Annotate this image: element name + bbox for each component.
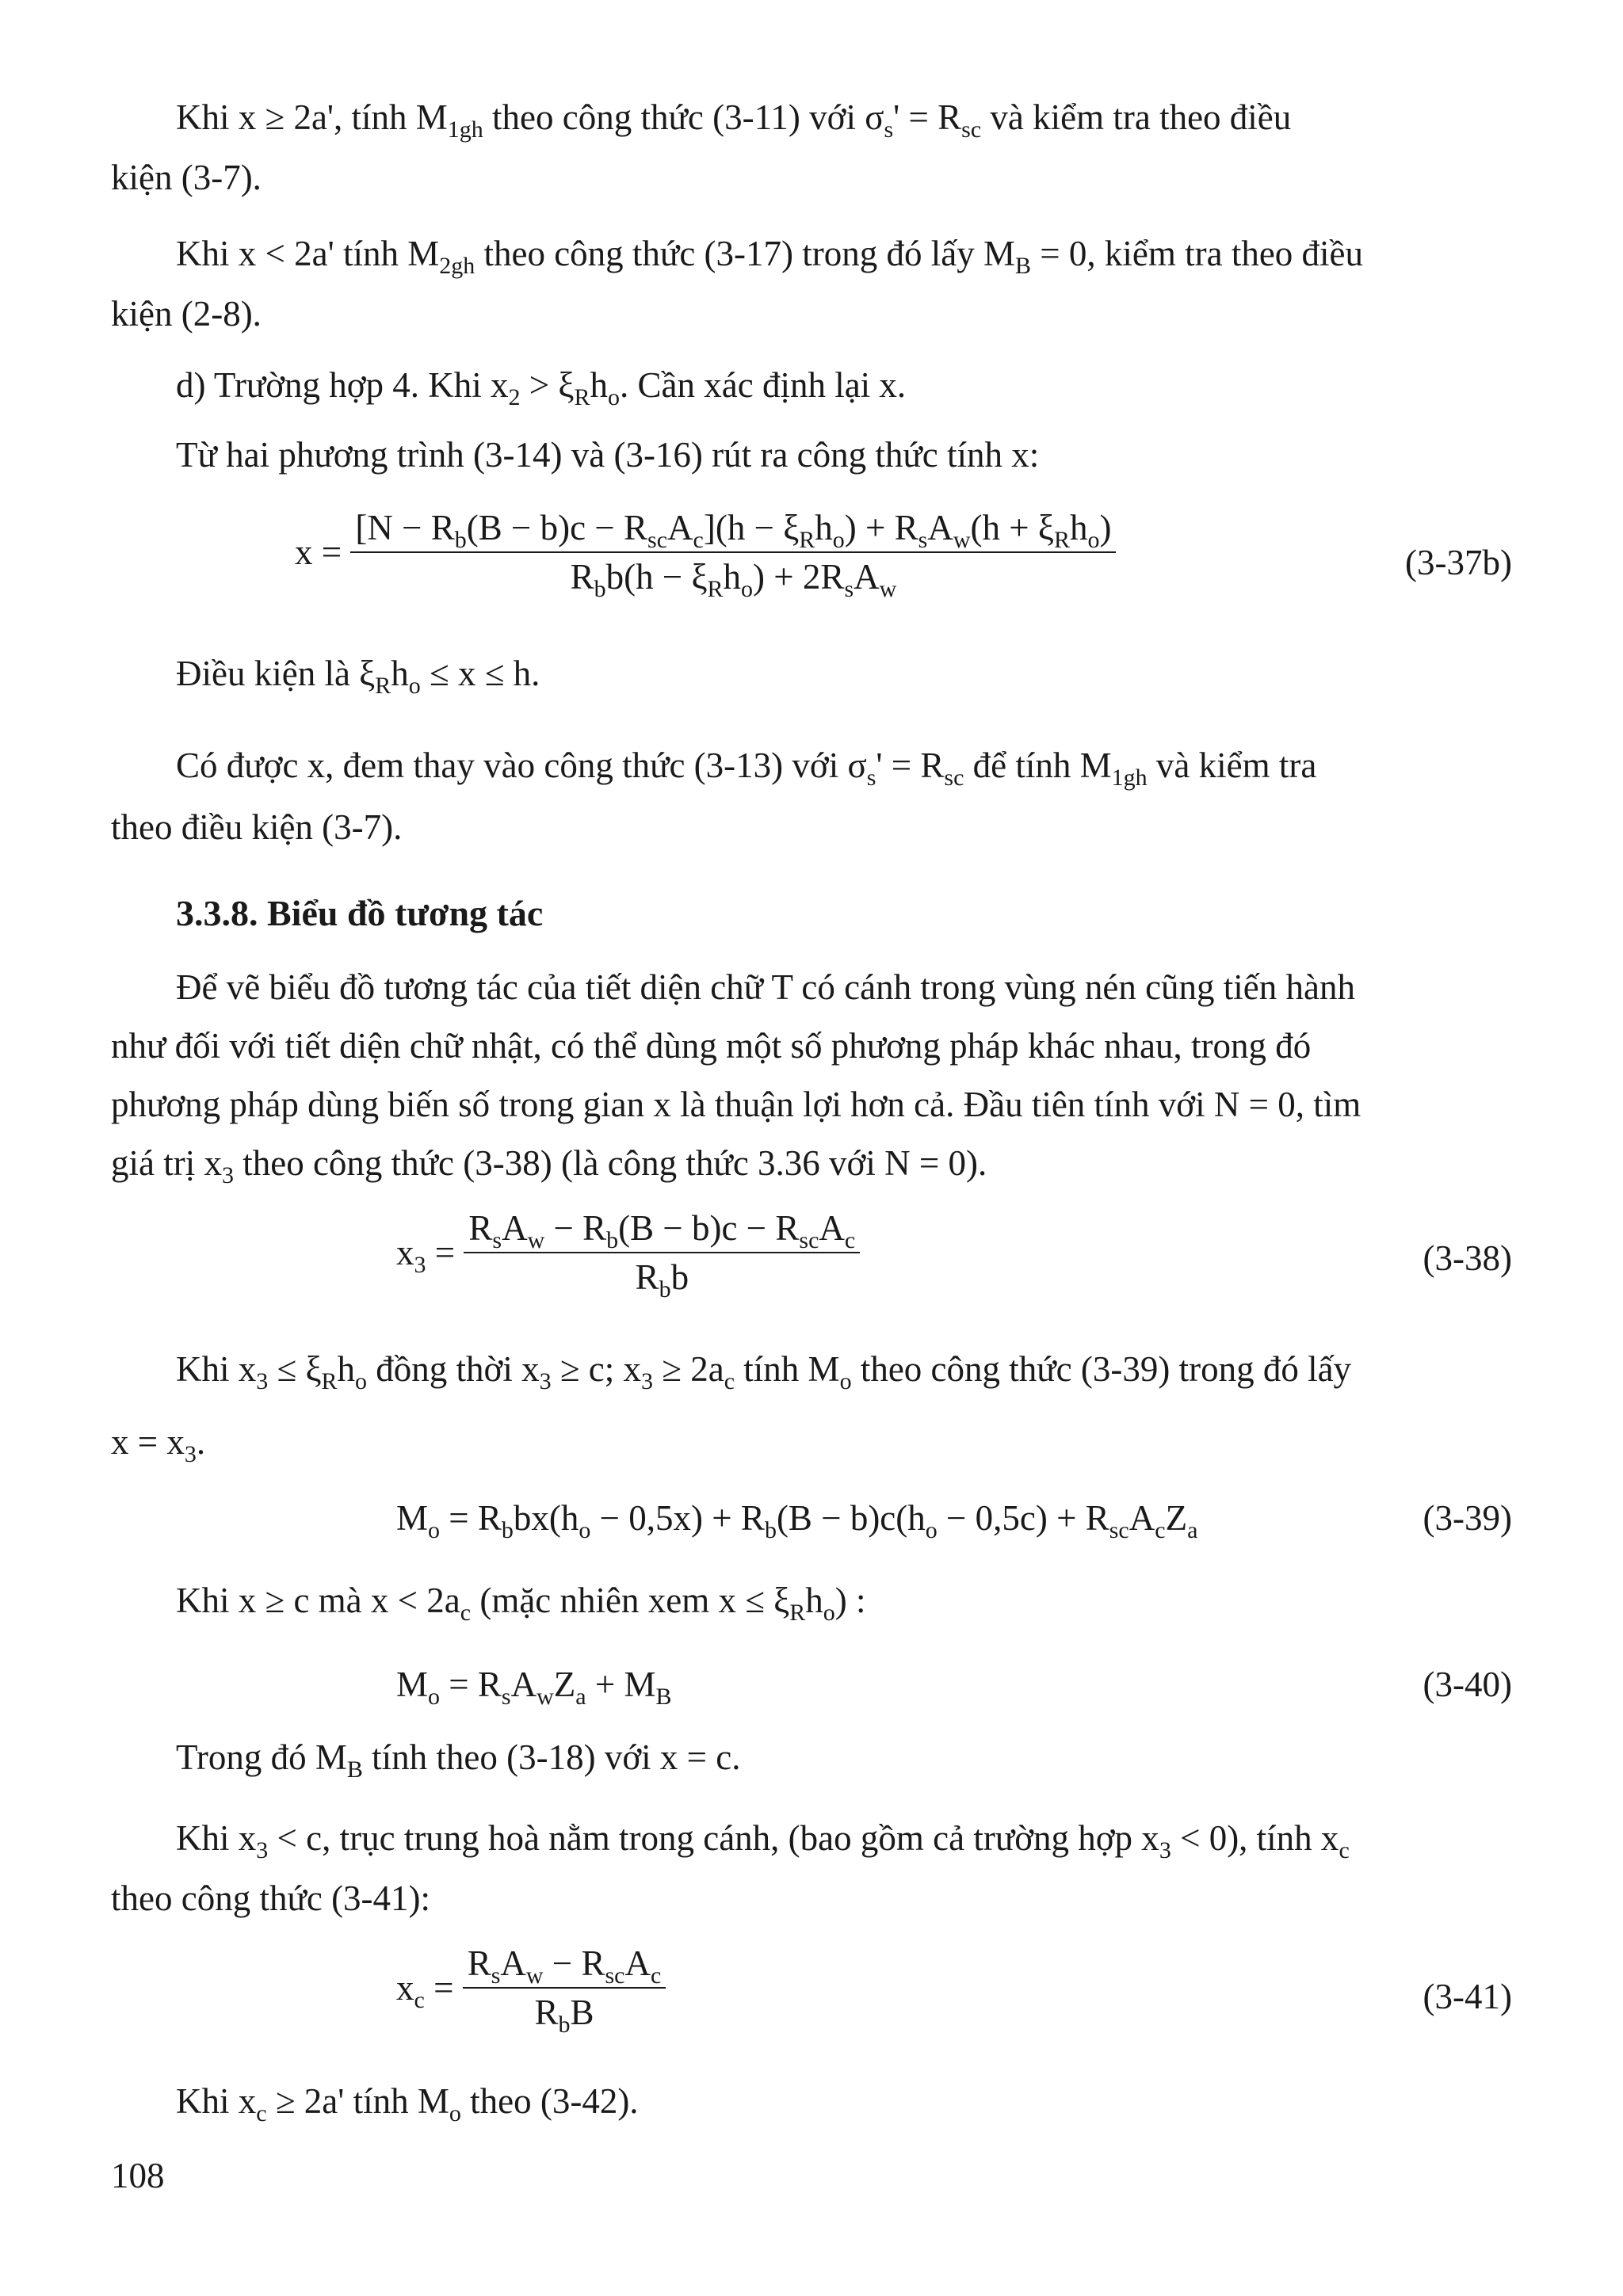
paragraph-3: d) Trường hợp 4. Khi $x_2 > \xi_Rh_o$. Cần xác định lại x. — [176, 365, 907, 410]
paragraph-1-line-2: kiện (3-7). — [111, 158, 262, 197]
paragraph-11-line-1: Khi $x_3 < c$, trục trung hoà nằm trong cánh, (bao gồm cả trường hợp $x_3 < 0$), tính $x_c$ — [176, 1818, 1350, 1863]
paragraph-2-line-1: Khi x < 2a' tính $M_{2gh}$ theo công thức (3-17) trong đó lấy $M_B = 0$, kiểm tra theo điều — [176, 234, 1364, 279]
equation-3-37b-label: (3-37b) — [1405, 543, 1512, 582]
paragraph-12: Khi $x_c \ge 2a'$ tính $M_o$ theo (3-42). — [176, 2081, 639, 2126]
paragraph-7-line-4: giá trị $x_3$ theo công thức (3-38) (là công thức 3.36 với N = 0). — [111, 1143, 987, 1188]
paragraph-2-line-2: kiện (2-8). — [111, 294, 262, 334]
paragraph-4: Từ hai phương trình (3-14) và (3-16) rút ra công thức tính x: — [176, 435, 1040, 475]
equation-3-39-label: (3-39) — [1423, 1498, 1512, 1538]
equation-3-39: $M_o = R_bbx(h_o - 0,5x) + R_b(B - b)c(h_o - 0,5c) + R_{sc}A_cZ_a$ — [396, 1498, 1198, 1543]
section-heading: 3.3.8. Biểu đồ tương tác — [176, 893, 544, 933]
equation-3-40-label: (3-40) — [1423, 1665, 1512, 1704]
equation-3-41: $x_c$ = $\frac{R_sA_w - R_{sc}A_c}{R_bB}$ — [396, 1943, 666, 2033]
equation-3-40: $M_o = R_sA_wZ_a + M_B$ — [396, 1665, 672, 1710]
paragraph-6-line-1: Có được x, đem thay vào công thức (3-13) với $\sigma_s' = R_{sc}$ để tính $M_{1gh}$ và kiểm tra — [176, 746, 1317, 791]
paragraph-7-line-2: như đối với tiết diện chữ nhật, có thể dùng một số phương pháp khác nhau, trong đó — [111, 1026, 1312, 1066]
paragraph-9: Khi x ≥ c mà $x < 2a_c$ (mặc nhiên xem $x \le \xi_Rh_o$) : — [176, 1581, 866, 1626]
equation-3-38: $x_3$ = $\frac{R_sA_w - R_b(B - b)c - R_{sc}A_c}{R_bb}$ — [396, 1207, 860, 1298]
equation-3-37b: x = $\frac{[N - R_b(B - b)c - R_{sc}A_c](h - \xi_Rh_o) + R_sA_w(h + \xi_Rh_o)}{R_bb(h - \xi_Rh_o) + 2R_sA_w}$ — [295, 507, 1116, 597]
paragraph-7-line-3: phương pháp dùng biến số trong gian x là thuận lợi hơn cả. Đầu tiên tính với N = 0, tìm — [111, 1085, 1361, 1124]
page-number: 108 — [111, 2156, 165, 2195]
paragraph-6-line-2: theo điều kiện (3-7). — [111, 807, 403, 847]
paragraph-5: Điều kiện là $\xi_Rh_o \le x \le h$. — [176, 654, 540, 699]
equation-3-38-label: (3-38) — [1423, 1238, 1512, 1278]
equation-3-41-label: (3-41) — [1423, 1977, 1512, 2016]
paragraph-8-line-1: Khi $x_3 \le \xi_Rh_o$ đồng thời $x_3 \ge c$; $x_3 \ge 2a_c$ tính $M_o$ theo công thức (3-39) trong đó lấy — [176, 1349, 1352, 1394]
paragraph-11-line-2: theo công thức (3-41): — [111, 1878, 431, 1918]
paragraph-10: Trong đó $M_B$ tính theo (3-18) với x = c. — [176, 1737, 741, 1783]
paragraph-1-line-1: Khi x ≥ 2a', tính $M_{1gh}$ theo công thức (3-11) với $\sigma_s' = R_{sc}$ và kiểm tra theo điều — [176, 97, 1292, 143]
paragraph-8-line-2: $x = x_3$. — [111, 1422, 206, 1467]
paragraph-7-line-1: Để vẽ biểu đồ tương tác của tiết diện chữ T có cánh trong vùng nén cũng tiến hành — [176, 967, 1355, 1007]
